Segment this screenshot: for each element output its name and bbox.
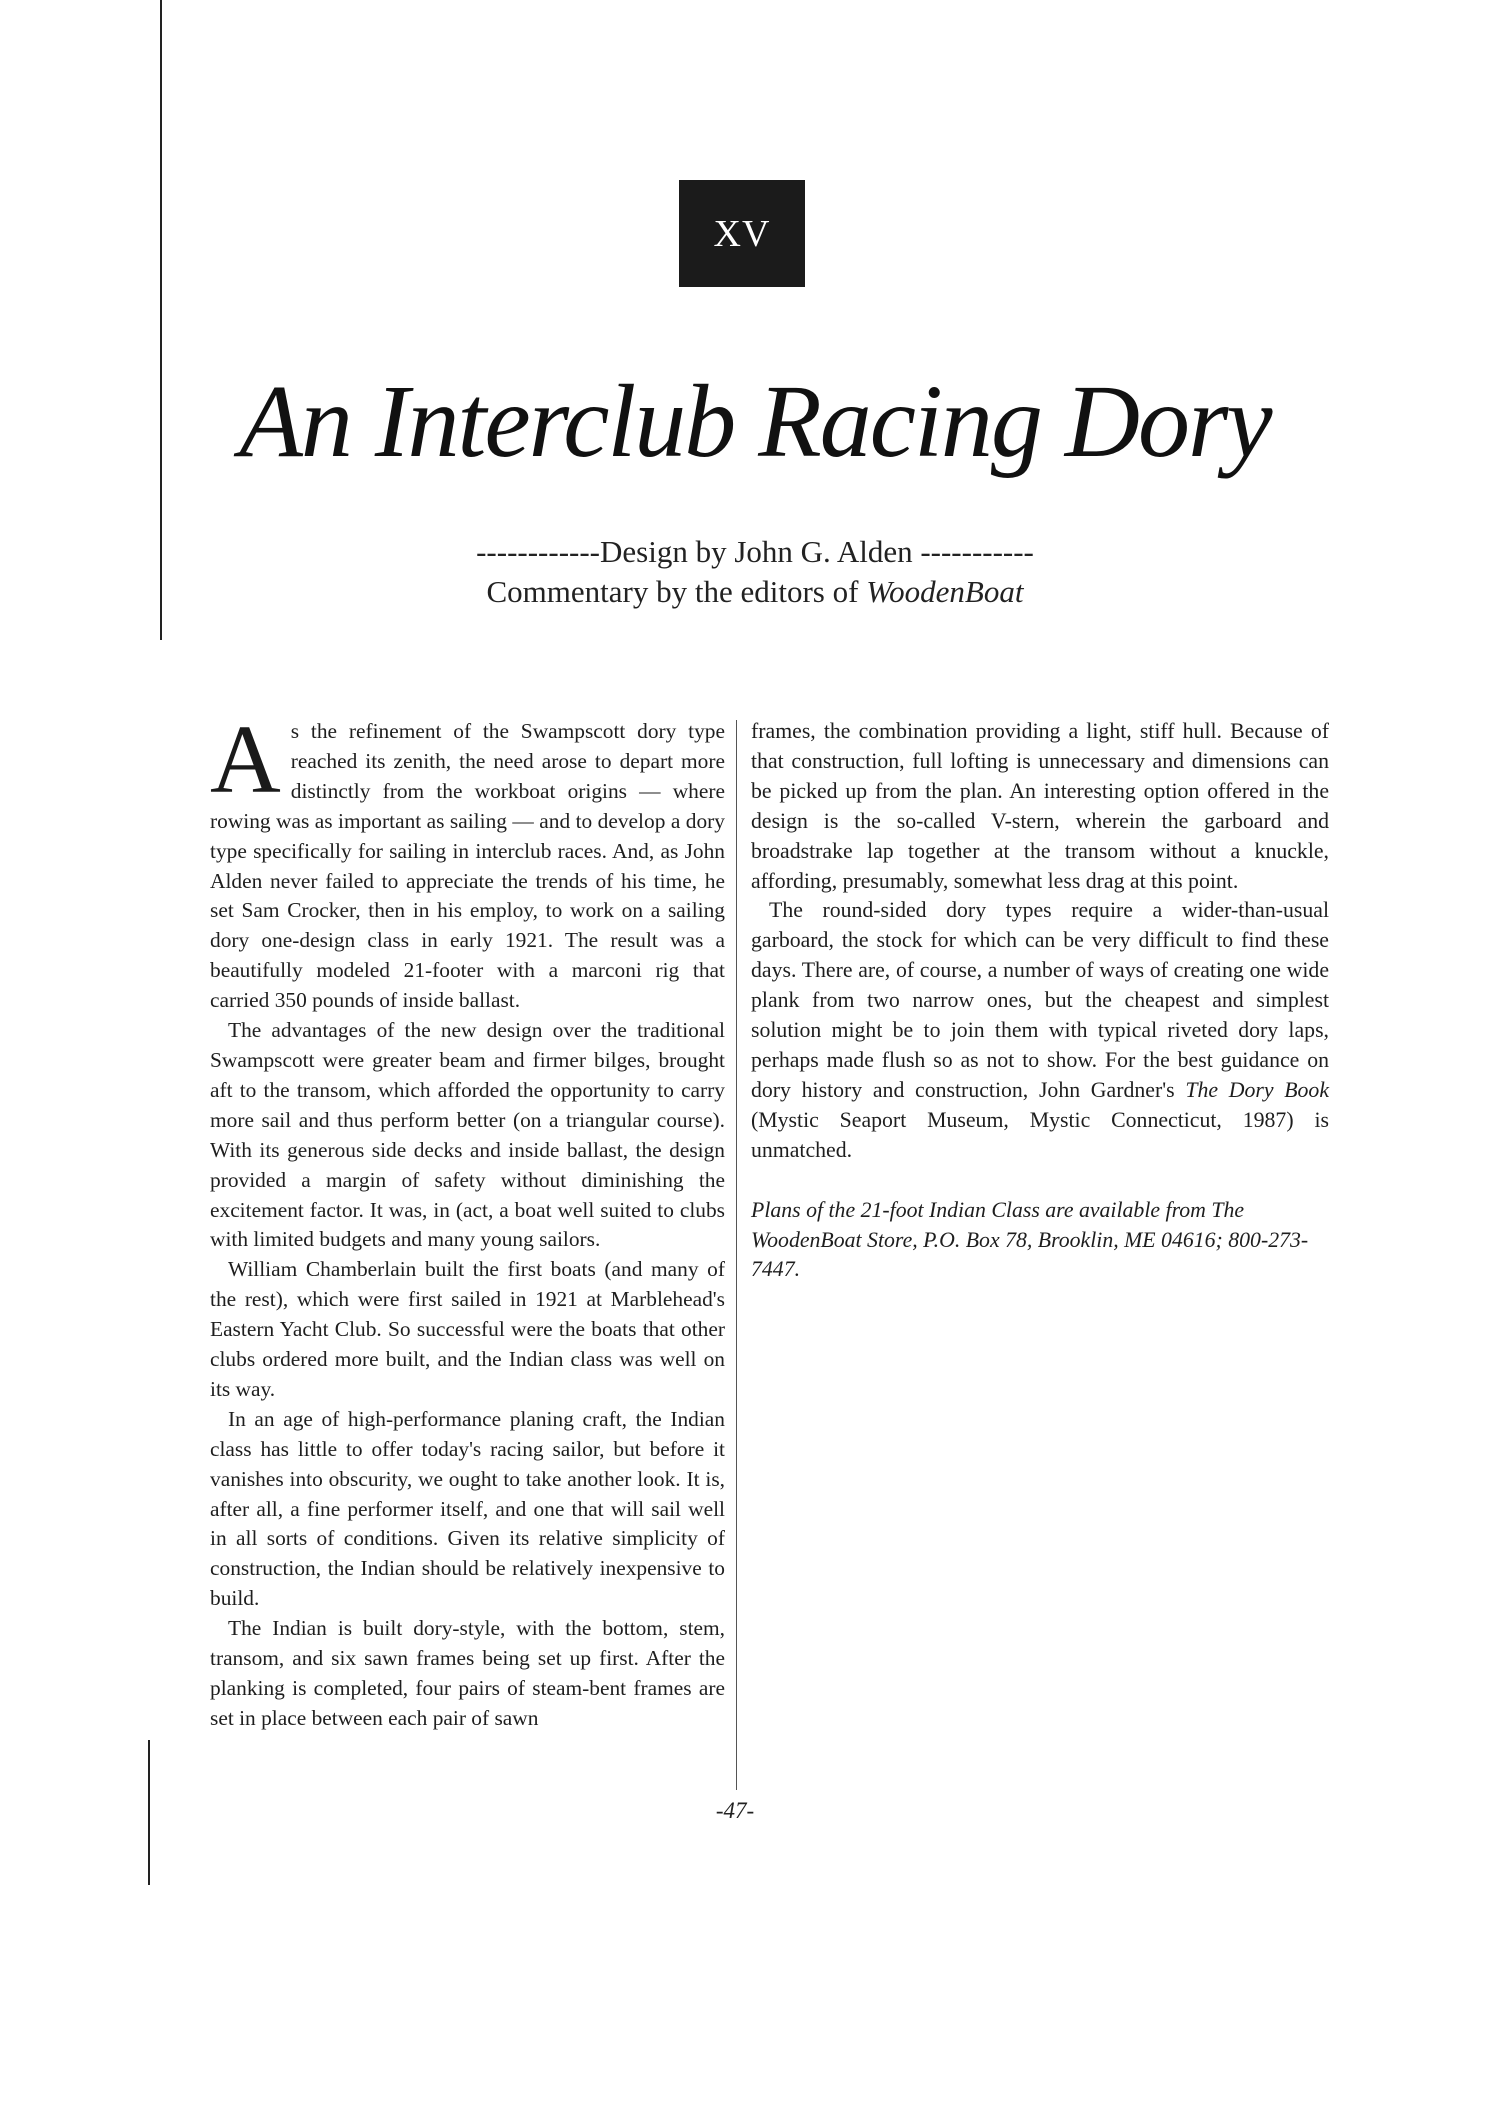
plans-availability-note: Plans of the 21-foot Indian Class are available from The WoodenBoat Store, P.O. Box 78, Brooklin, ME 04616; 800-273-7447. [751, 1197, 1309, 1282]
binding-rule-bottom [148, 1740, 150, 1885]
paragraph-2: The advantages of the new design over the traditional Swampscott were greater beam and firmer bilges, brought aft to the transom, which afforded the opportunity to carry more sail and thus perform better (on a triangular course). With its generous side decks and inside ballast, the design provided a margin of safety without diminishing the excitement factor. It was, in (act, a boat well suited to clubs with limited budgets and many young sailors. [210, 1018, 725, 1252]
commentary-credit-text: Commentary by the editors of [486, 574, 859, 609]
column-divider [736, 720, 737, 1790]
paragraph-3: William Chamberlain built the first boats (and many of the rest), which were first sailed in 1921 at Marblehead's Eastern Yacht Club. So successful were the boats that other clubs ordered more built, and the Indian class was well on its way. [210, 1257, 725, 1401]
paragraph-6: frames, the combination providing a light, stiff hull. Because of that construction, full lofting is unnecessary and dimensions can be picked up from the plan. An interesting option offered in the design is the so-called V-stern, wherein the garboard and broadstrake lap together at the transom without a knuckle, affording, presumably, somewhat less drag at this point. [751, 719, 1329, 893]
paragraph-1-text: s the refinement of the Swampscott dory type reached its zenith, the need arose to depart more distinctly from the workboat origins — where rowing was as important as sailing — and to develop a dory type specifically for sailing in interclub races. And, as John Alden never failed to appreciate the trends of his time, he set Sam Crocker, then in his employ, to work on a sailing dory one-design class in early 1921. The result was a beautifully modeled 21-footer with a marconi rig that carried 350 pounds of inside ballast. [210, 719, 725, 1013]
page-number: -47- [715, 1798, 755, 1823]
left-column [210, 706, 725, 1734]
paragraph-7 [751, 896, 1329, 1165]
byline-dashes-left: ------------ [476, 534, 600, 569]
paragraph-7-end: (Mystic Seaport Museum, Mystic Connecticut, 1987) is unmatched. [751, 1107, 1329, 1162]
drop-cap: A [210, 706, 281, 814]
chapter-number-badge [679, 180, 805, 287]
right-column [751, 717, 1329, 1285]
book-title: The Dory Book [1185, 1077, 1329, 1102]
paragraph-5: The Indian is built dory-style, with the bottom, stem, transom, and six sawn frames being set up first. After the planking is completed, four pairs of steam-bent frames are set in place between each pair of sawn [210, 1616, 725, 1730]
byline-dashes-right: ----------- [920, 534, 1034, 569]
paragraph-7-text: The round-sided dory types require a wider-than-usual garboard, the stock for which can be very difficult to find these days. There are, of course, a number of ways of creating one wide plank from two narrow ones, but the cheapest and simplest solution might be to join them with typical riveted dory laps, perhaps made flush so as not to show. For the best guidance on dory history and construction, John Gardner's [751, 898, 1329, 1102]
magazine-name: WoodenBoat [866, 574, 1024, 609]
paragraph-1 [210, 706, 725, 1016]
design-credit [0, 534, 1488, 570]
article-title: An Interclub Racing Dory [239, 364, 1271, 479]
design-credit-text: Design by John G. Alden [600, 534, 913, 569]
commentary-credit [0, 574, 1488, 610]
paragraph-4: In an age of high-performance planing craft, the Indian class has little to offer today's racing sailor, but before it vanishes into obscurity, we ought to take another look. It is, after all, a fine performer itself, and one that will sail well in all sorts of conditions. Given its relative simplicity of construction, the Indian should be relatively inexpensive to build. [210, 1406, 725, 1611]
chapter-number: XV [713, 212, 771, 255]
